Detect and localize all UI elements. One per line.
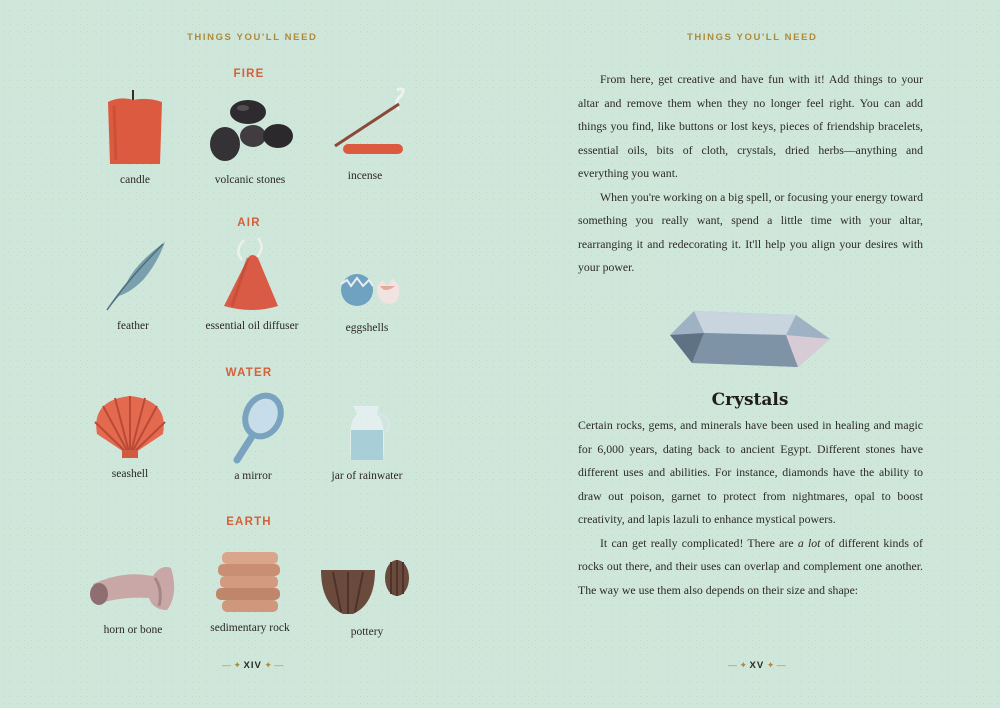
- section-title-water: WATER: [225, 367, 273, 379]
- item-volcanic-stones: [185, 92, 315, 186]
- item-mirror: [188, 388, 318, 482]
- paragraph: [578, 532, 923, 603]
- section-title-air: AIR: [237, 217, 261, 229]
- seashell-icon: [85, 390, 175, 462]
- sedimentary-rock-icon: [210, 548, 290, 616]
- paragraph: When you're working on a big spell, or focusing your energy toward something you really want, spend a little time with your altar, rearranging it and redecorating it. It'll help you align your desires with your power.: [578, 189, 923, 274]
- pottery-icon: [317, 556, 417, 620]
- page-number: [728, 660, 786, 671]
- item-eggshells: [302, 264, 432, 334]
- item-label: jar of rainwater: [331, 470, 403, 482]
- text-span: of different kinds of rocks out there, and their uses can overlap and complement one another. The way we use them also depends on their size and shape:: [578, 535, 923, 597]
- section-heading: Crystals: [711, 390, 789, 410]
- paragraph: From here, get creative and have fun with it! Add things to your altar and remove them when they no longer feel right. You can add things you find, like buttons or lost keys, pieces of friendship bracelets, essential oils, bits of cloth, crystals, dried herbs—anything and everything you want.: [578, 72, 923, 180]
- item-jar-of-rainwater: [302, 400, 432, 482]
- text-span: It can get really complicated! There are: [600, 535, 798, 550]
- item-seashell: [65, 390, 195, 480]
- diffuser-icon: [212, 236, 292, 314]
- item-horn-or-bone: [68, 554, 198, 636]
- running-head: THINGS YOU'LL NEED: [187, 32, 318, 43]
- item-incense: [300, 82, 430, 182]
- item-label: essential oil diffuser: [205, 320, 299, 332]
- intro-text: [578, 68, 923, 280]
- item-label: eggshells: [345, 322, 389, 334]
- item-sedimentary-rock: [185, 548, 315, 634]
- page-number-text: XV: [749, 660, 765, 671]
- item-label: feather: [117, 320, 149, 332]
- mirror-icon: [213, 388, 293, 464]
- horn-icon: [83, 554, 183, 618]
- item-essential-oil-diffuser: [187, 236, 317, 332]
- section-title-earth: EARTH: [226, 516, 272, 528]
- volcanic-stones-icon: [205, 92, 295, 168]
- incense-icon: [315, 82, 415, 164]
- right-page: [500, 0, 1000, 708]
- jar-icon: [327, 400, 407, 464]
- item-feather: [68, 234, 198, 332]
- running-head: THINGS YOU'LL NEED: [687, 32, 818, 43]
- item-label: pottery: [350, 626, 384, 638]
- item-label: seashell: [111, 468, 149, 480]
- item-label: candle: [119, 174, 150, 186]
- item-label: horn or bone: [103, 624, 163, 636]
- item-pottery: [302, 556, 432, 638]
- ornament-left-icon: — ✦: [222, 660, 244, 670]
- page-number-text: XIV: [243, 660, 262, 671]
- candle-icon: [100, 88, 170, 168]
- item-label: incense: [347, 170, 383, 182]
- crystals-text: [578, 414, 923, 602]
- ornament-left-icon: — ✦: [728, 660, 750, 670]
- section-title-fire: FIRE: [233, 68, 265, 80]
- ornament-right-icon: ✦ —: [261, 660, 284, 670]
- ornament-right-icon: ✦ —: [764, 660, 786, 670]
- eggshells-icon: [327, 264, 407, 316]
- crystal-icon: [668, 305, 832, 375]
- paragraph: Certain rocks, gems, and minerals have been used in healing and magic for 6,000 years, dating back to ancient Egypt. Different stones have different uses and abilities. For instance, diamonds have the ability to draw out poison, garnet to protect from nightmares, opal to boost creativity, and lapis lazuli to enhance mystical powers.: [578, 418, 923, 526]
- feather-icon: [93, 234, 173, 314]
- item-candle: [70, 88, 200, 186]
- item-label: volcanic stones: [214, 174, 286, 186]
- emphasis: a lot: [797, 535, 821, 550]
- page-number: [222, 660, 283, 671]
- item-label: a mirror: [234, 470, 272, 482]
- item-label: sedimentary rock: [210, 622, 290, 634]
